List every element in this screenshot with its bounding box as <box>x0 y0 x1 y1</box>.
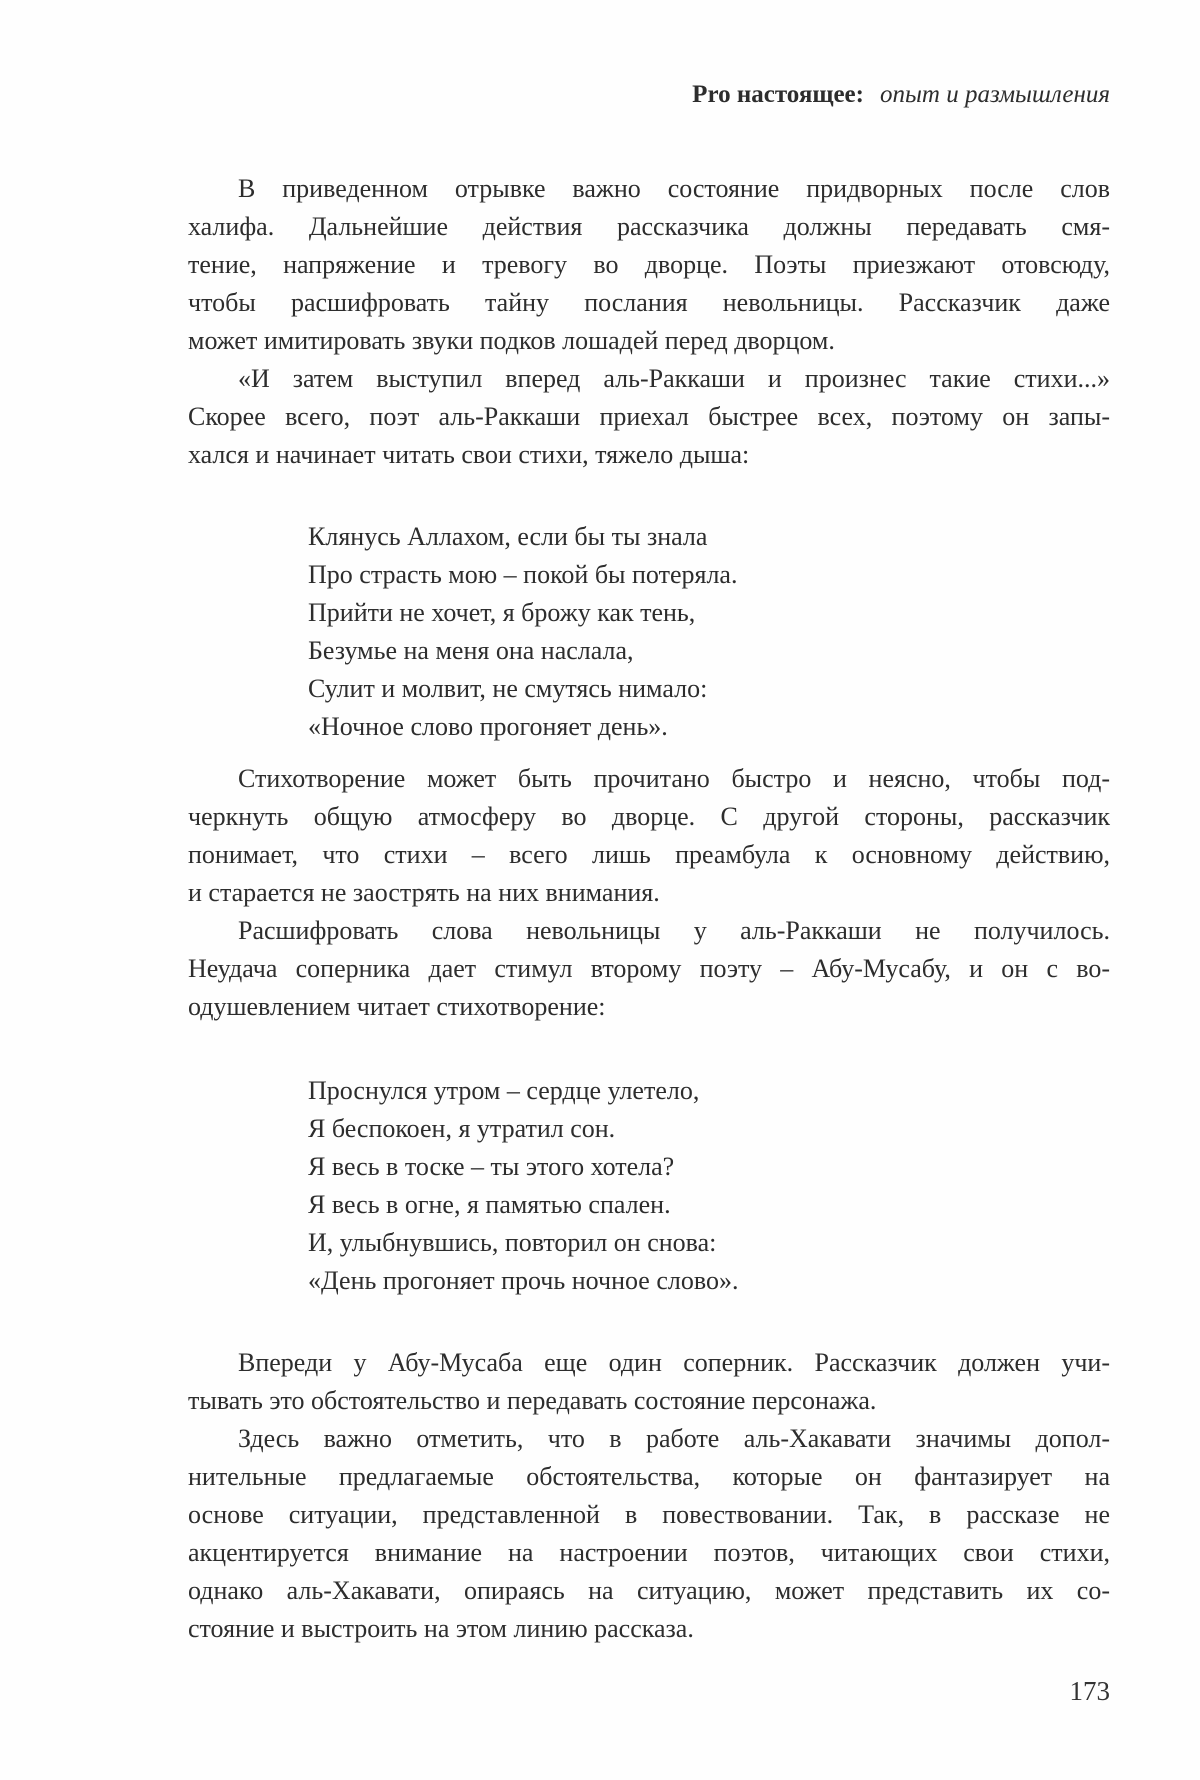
verse-line: Я весь в тоске – ты этого хотела? <box>308 1152 675 1181</box>
verse-block <box>308 1072 1110 1300</box>
paragraph <box>188 360 1110 474</box>
text-line: основе ситуации, представленной в повествовании. Так, в рассказе не <box>188 1500 1110 1529</box>
text-line: однако аль-Хакавати, опираясь на ситуацию, может представить их со- <box>188 1576 1110 1605</box>
text-line: халифа. Дальнейшие действия рассказчика должны передавать смя- <box>188 212 1110 241</box>
text-line: стояние и выстроить на этом линию рассказа. <box>188 1614 694 1643</box>
verse-line: И, улыбнувшись, повторил он снова: <box>308 1228 717 1257</box>
verse-line: Я весь в огне, я памятью спален. <box>308 1190 671 1219</box>
content-blocks <box>188 170 1110 1648</box>
verse-line: Сулит и молвит, не смутясь нимало: <box>308 674 708 703</box>
header-journal-title: Pro настоящее: <box>692 81 864 108</box>
text-line: Неудача соперника дает стимул второму поэту – Абу-Мусабу, и он с во- <box>188 954 1110 983</box>
verse-line: Проснулся утром – сердце улетело, <box>308 1076 700 1105</box>
text-line: акцентируется внимание на настроении поэтов, читающих свои стихи, <box>188 1538 1110 1567</box>
text-line: может имитировать звуки подков лошадей перед дворцом. <box>188 326 835 355</box>
text-line: тывать это обстоятельство и передавать состояние персонажа. <box>188 1386 877 1415</box>
verse-line: Я беспокоен, я утратил сон. <box>308 1114 616 1143</box>
text-line: нительные предлагаемые обстоятельства, которые он фантазирует на <box>188 1462 1110 1491</box>
text-line: черкнуть общую атмосферу во дворце. С другой стороны, рассказчик <box>188 802 1110 831</box>
verse-line: «День прогоняет прочь ночное слово». <box>308 1266 739 1295</box>
header-section-title: опыт и размышления <box>879 81 1110 108</box>
verse-line: «Ночное слово прогоняет день». <box>308 712 668 741</box>
text-line: и старается не заострять на них внимания. <box>188 878 660 907</box>
text-line: тение, напряжение и тревогу во дворце. Поэты приезжают отовсюду, <box>188 250 1110 279</box>
paragraph <box>188 1420 1110 1648</box>
paragraph <box>188 170 1110 360</box>
text-line: хался и начинает читать свои стихи, тяжело дыша: <box>188 440 750 469</box>
paragraph <box>188 1344 1110 1420</box>
text-line: Впереди у Абу-Мусаба еще один соперник. Рассказчик должен учи- <box>238 1348 1110 1377</box>
text-line: «И затем выступил вперед аль-Раккаши и произнес такие стихи...» <box>238 364 1110 393</box>
paragraph <box>188 760 1110 912</box>
verse-line: Клянусь Аллахом, если бы ты знала <box>308 522 708 551</box>
running-header <box>188 80 1110 110</box>
verse-line: Про страсть мою – покой бы потеряла. <box>308 560 738 589</box>
page-number: 173 <box>1069 1676 1110 1706</box>
paragraph <box>188 912 1110 1026</box>
text-line: Расшифровать слова невольницы у аль-Раккаши не получилось. <box>238 916 1110 945</box>
text-line: Стихотворение может быть прочитано быстро и неясно, чтобы под- <box>238 764 1110 793</box>
text-line: понимает, что стихи – всего лишь преамбула к основному действию, <box>188 840 1110 869</box>
text-line: Здесь важно отметить, что в работе аль-Хакавати значимы допол- <box>238 1424 1110 1453</box>
text-line: Скорее всего, поэт аль-Раккаши приехал быстрее всех, поэтому он запы- <box>188 402 1110 431</box>
text-line: одушевлением читает стихотворение: <box>188 992 606 1021</box>
verse-line: Безумье на меня она наслала, <box>308 636 634 665</box>
text-line: чтобы расшифровать тайну послания невольницы. Рассказчик даже <box>188 288 1110 317</box>
text-line: В приведенном отрывке важно состояние придворных после слов <box>238 174 1110 203</box>
verse-line: Прийти не хочет, я брожу как тень, <box>308 598 696 627</box>
verse-block <box>308 518 1110 746</box>
